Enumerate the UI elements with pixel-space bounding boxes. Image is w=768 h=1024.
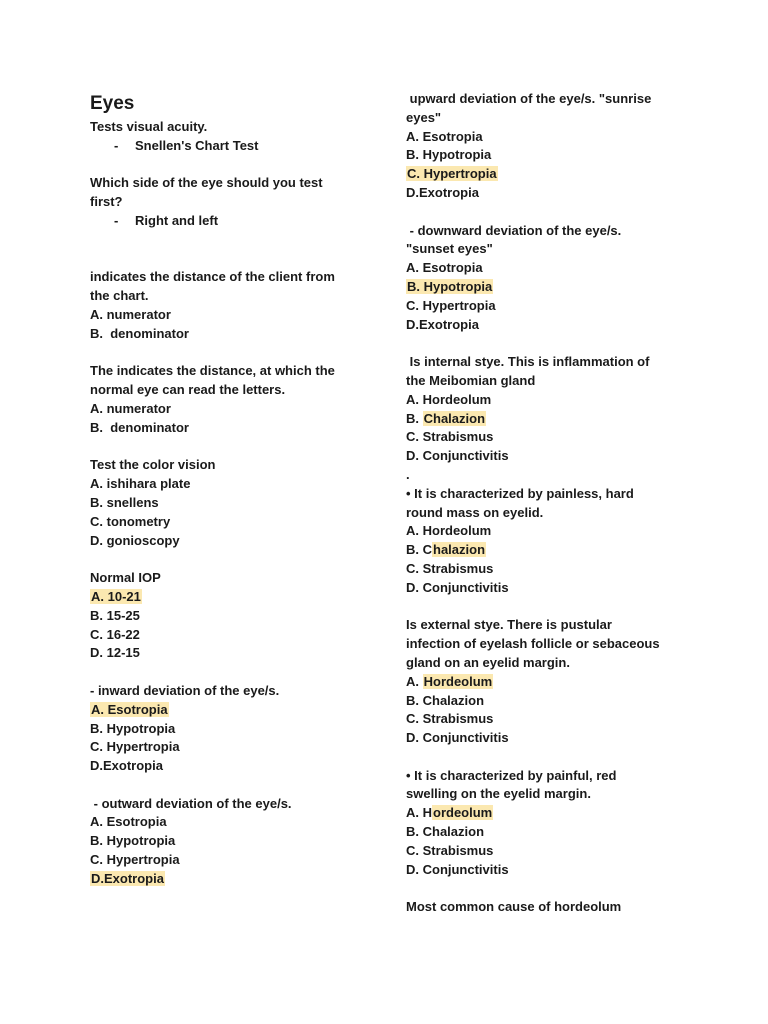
external-stye-q2: infection of eyelash follicle or sebaceous [406, 636, 660, 652]
which-side-q2: first? [90, 194, 123, 210]
iop-option-d: D. 12-15 [90, 645, 140, 661]
inward-option-c: C. Hypertropia [90, 739, 180, 755]
painless-option-c: C. Strabismus [406, 560, 494, 576]
distance-normal-q2: normal eye can read the letters. [90, 382, 286, 398]
dash-glyph: - [114, 137, 119, 153]
painful-q2: swelling on the eyelid margin. [406, 786, 591, 802]
spacer [90, 156, 380, 175]
internal-stye-q1: Is internal stye. This is inflammation of [406, 354, 650, 370]
spacer [406, 598, 706, 617]
painless-option-d: D. Conjunctivitis [406, 579, 509, 595]
painless-q1: • It is characterized by painless, hard [406, 485, 634, 501]
option-prefix: A. [406, 673, 423, 689]
external-stye-option-c: C. Strabismus [406, 711, 494, 727]
downward-option-b [406, 278, 706, 297]
painful-q1: • It is characterized by painful, red [406, 767, 617, 783]
outward-option-a: A. Esotropia [90, 814, 167, 830]
painful-option-d: D. Conjunctivitis [406, 861, 509, 877]
distance-client-q2: the chart. [90, 288, 149, 304]
outward-option-c: C. Hypertropia [90, 852, 180, 868]
downward-option-d: D.Exotropia [406, 316, 479, 332]
painful-option-c: C. Strabismus [406, 842, 494, 858]
answer-highlight: Hordeolum [423, 673, 493, 689]
upward-q2: eyes" [406, 109, 442, 125]
distance-normal-option-b: B. denominator [90, 419, 189, 435]
painless-q2: round mass on eyelid. [406, 504, 544, 520]
internal-stye-option-b [406, 410, 706, 429]
upward-option-d: D.Exotropia [406, 184, 479, 200]
downward-q1: - downward deviation of the eye/s. [406, 222, 622, 238]
downward-option-c: C. Hypertropia [406, 297, 496, 313]
color-vision-question: Test the color vision [90, 457, 216, 473]
upward-q1: upward deviation of the eye/s. "sunrise [406, 91, 652, 106]
iop-option-b: B. 15-25 [90, 607, 140, 623]
internal-stye-option-d: D. Conjunctivitis [406, 448, 509, 464]
spacer [90, 663, 380, 682]
spacer [406, 879, 706, 898]
inward-option-d: D.Exotropia [90, 758, 163, 774]
iop-option-c: C. 16-22 [90, 626, 140, 642]
downward-q2: "sunset eyes" [406, 241, 493, 257]
which-side-bullet-text: Right and left [135, 212, 219, 228]
acuity-bullet [90, 137, 380, 156]
acuity-line: Tests visual acuity. [90, 119, 208, 134]
spacer [90, 344, 380, 363]
answer-highlight: A. 10-21 [91, 588, 141, 604]
iop-option-a [90, 588, 380, 607]
hordeolum-cause-question: Most common cause of hordeolum [406, 899, 622, 915]
answer-highlight: D.Exotropia [91, 870, 164, 886]
external-stye-option-b: B. Chalazion [406, 692, 485, 708]
upward-option-a: A. Esotropia [406, 128, 483, 144]
answer-highlight: C. Hypertropia [407, 166, 497, 182]
outward-option-b: B. Hypotropia [90, 833, 176, 849]
answer-highlight: Chalazion [423, 410, 486, 426]
stray-dot: . [406, 466, 410, 482]
outward-question: - outward deviation of the eye/s. [90, 795, 292, 811]
downward-option-a: A. Esotropia [406, 260, 483, 276]
internal-stye-option-a: A. Hordeolum [406, 391, 492, 407]
inward-question: - inward deviation of the eye/s. [90, 682, 280, 698]
external-stye-option-a [406, 673, 706, 692]
painless-option-b [406, 541, 706, 560]
distance-client-q1: indicates the distance of the client from [90, 269, 335, 285]
spacer [90, 231, 380, 250]
internal-stye-q2: the Meibomian gland [406, 372, 536, 388]
spacer [90, 438, 380, 457]
which-side-bullet [90, 212, 380, 231]
iop-question: Normal IOP [90, 570, 161, 586]
spacer [90, 550, 380, 569]
page-title: Eyes [90, 93, 135, 114]
spacer [406, 203, 706, 222]
external-stye-q3: gland on an eyelid margin. [406, 654, 570, 670]
left-column [90, 90, 380, 889]
painful-option-a [406, 804, 706, 823]
distance-normal-option-a: A. numerator [90, 400, 171, 416]
upward-option-c [406, 165, 706, 184]
outward-option-d [90, 870, 380, 889]
upward-option-b: B. Hypotropia [406, 147, 492, 163]
answer-highlight: halazion [433, 542, 486, 558]
answer-highlight: B. Hypotropia [407, 278, 493, 294]
painful-option-b: B. Chalazion [406, 824, 485, 840]
spacer [406, 334, 706, 353]
external-stye-q1: Is external stye. There is pustular [406, 617, 612, 633]
spacer [406, 748, 706, 767]
color-vision-option-b: B. snellens [90, 494, 159, 510]
spacer [90, 250, 380, 269]
answer-highlight: ordeolum [433, 805, 493, 821]
which-side-q1: Which side of the eye should you test [90, 175, 323, 191]
distance-client-option-a: A. numerator [90, 306, 171, 322]
option-prefix: B. [406, 410, 423, 426]
right-column [406, 90, 706, 917]
color-vision-option-d: D. gonioscopy [90, 532, 180, 548]
inward-option-b: B. Hypotropia [90, 720, 176, 736]
option-prefix: B. C [406, 542, 432, 558]
color-vision-option-c: C. tonometry [90, 513, 171, 529]
painless-option-a: A. Hordeolum [406, 523, 492, 539]
inward-option-a [90, 701, 380, 720]
option-prefix: A. H [406, 805, 432, 821]
external-stye-option-d: D. Conjunctivitis [406, 730, 509, 746]
distance-normal-q1: The indicates the distance, at which the [90, 363, 335, 379]
answer-highlight: A. Esotropia [91, 701, 168, 717]
acuity-bullet-text: Snellen's Chart Test [135, 137, 259, 153]
distance-client-option-b: B. denominator [90, 325, 189, 341]
color-vision-option-a: A. ishihara plate [90, 476, 191, 492]
spacer [90, 776, 380, 795]
dash-glyph: - [114, 212, 119, 228]
internal-stye-option-c: C. Strabismus [406, 429, 494, 445]
